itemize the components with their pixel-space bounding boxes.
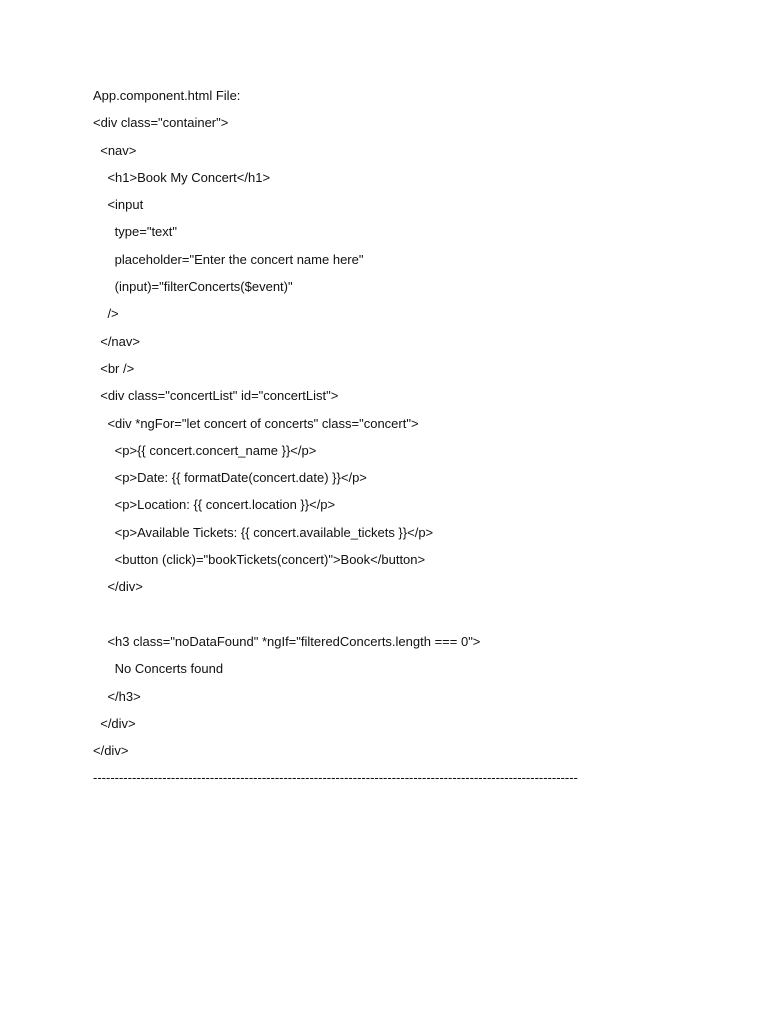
blank-line xyxy=(93,605,733,632)
code-line: <div class="concertList" id="concertList"> xyxy=(93,388,339,404)
code-line: /> xyxy=(93,306,119,322)
code-line: <h1>Book My Concert</h1> xyxy=(93,169,271,185)
code-line: </div> xyxy=(93,743,129,759)
code-line: <nav> xyxy=(93,142,137,158)
code-line: placeholder="Enter the concert name here" xyxy=(93,251,364,267)
code-line: </div> xyxy=(93,715,136,731)
code-line: </h3> xyxy=(93,688,141,704)
code-line: type="text" xyxy=(93,224,178,240)
code-line: </nav> xyxy=(93,333,140,349)
code-line: </div> xyxy=(93,579,143,595)
code-line: <button (click)="bookTickets(concert)">Book</button> xyxy=(93,552,426,568)
code-line: No Concerts found xyxy=(93,661,224,677)
document-body xyxy=(93,86,733,788)
code-line: <p>{{ concert.concert_name }}</p> xyxy=(93,442,317,458)
code-line: <h3 class="noDataFound" *ngIf="filteredConcerts.length === 0"> xyxy=(93,633,481,649)
code-line: <p>Available Tickets: {{ concert.available_tickets }}</p> xyxy=(93,524,434,540)
dashed-separator: ---------------------------------------------------------------------------------------------------------------- xyxy=(93,770,578,786)
code-line: <br /> xyxy=(93,360,135,376)
code-line: <input xyxy=(93,197,144,213)
code-line: <p>Location: {{ concert.location }}</p> xyxy=(93,497,336,513)
code-line: <div class="container"> xyxy=(93,115,229,131)
document-heading: App.component.html File: xyxy=(93,88,241,103)
code-line: (input)="filterConcerts($event)" xyxy=(93,279,293,295)
code-line: <div *ngFor="let concert of concerts" class="concert"> xyxy=(93,415,419,431)
code-line: <p>Date: {{ formatDate(concert.date) }}</p> xyxy=(93,470,367,486)
